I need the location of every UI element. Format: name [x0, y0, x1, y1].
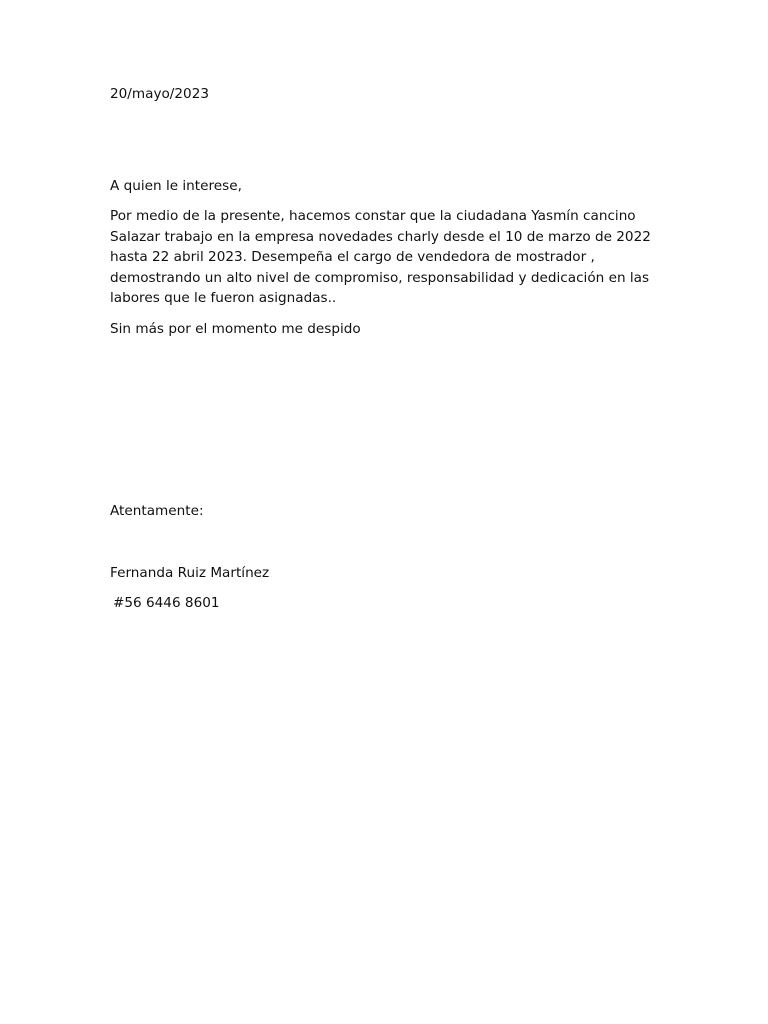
letter-greeting: A quien le interese,: [110, 178, 242, 194]
letter-date: 20/mayo/2023: [110, 86, 209, 102]
letter-closing: Sin más por el momento me despido: [110, 321, 361, 337]
letter-body-line: Salazar trabajo en la empresa novedades charly desde el 10 de marzo de 2022: [110, 228, 651, 245]
letter-body-line: Por medio de la presente, hacemos constar que la ciudadana Yasmín cancino: [110, 208, 636, 224]
letter-body-line: labores que le fueron asignadas..: [110, 290, 337, 306]
signer-phone: #56 6446 8601: [113, 595, 220, 611]
signer-name: Fernanda Ruiz Martínez: [110, 565, 270, 581]
letter-body-line: demostrando un alto nivel de compromiso, responsabilidad y dedicación en las: [110, 269, 650, 286]
letter-sign-off: Atentamente:: [110, 503, 204, 519]
letter-body: [110, 206, 651, 309]
letter-body-line: hasta 22 abril 2023. Desempeña el cargo de vendedora de mostrador ,: [110, 249, 595, 265]
